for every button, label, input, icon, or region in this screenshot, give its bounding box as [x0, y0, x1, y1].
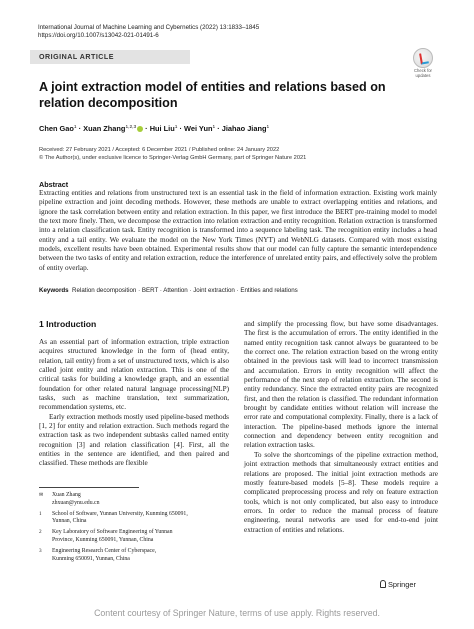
paper-title: A joint extraction model of entities and relations based on relation decomposition	[39, 80, 386, 110]
article-type-label: ORIGINAL ARTICLE	[39, 53, 114, 61]
affiliation-item: 1 School of Software, Yunnan University, Kunming 650091, Yunnan, China	[39, 510, 188, 525]
envelope-icon: ✉	[39, 492, 44, 498]
journal-citation: International Journal of Machine Learning and Cybernetics (2022) 13:1833–1845	[38, 24, 260, 31]
author[interactable]: Chen Gao$^1$	[39, 124, 77, 133]
crossmark-label: Check for updates	[414, 68, 432, 78]
footnote-divider	[39, 487, 139, 488]
publication-history	[39, 147, 439, 163]
author[interactable]: Hui Liu$^1$	[149, 124, 178, 133]
publisher-logo: Springer	[380, 580, 416, 589]
keywords-list: Relation decomposition · BERT · Attention · Joint extraction · Entities and relations	[72, 287, 298, 294]
keywords	[39, 287, 439, 294]
body-paragraph: To solve the shortcomings of the pipeline extraction method, joint extraction methods that simultaneously extract entities and relations are proposed. The initial joint extraction methods are mostly feature-based models [5–8]. These models require a complicated preprocessing process and rely on feature extraction tools, which is not only complicated, but also easy to introduce errors. In order to reduce the manual process of feature engineering, neural networks are used for end-to-end joint extraction of entities and relations.	[244, 450, 438, 534]
email-link[interactable]: zhxuan@ynu.edu.cn	[52, 499, 100, 506]
abstract-text: Extracting entities and relations from unstructured text is an essential task in the field of information extraction. Existing work mainly pipeline extraction and joint decoding methods. However, these methods are unable to extract overlapping entities and relations, and ignore the task correlation between entity and relation extraction. In this paper, we first introduce the BERT pre-training model to model the text more finely. Then, we decompose the extraction into relation extraction and entity recognition. Relation extraction is transformed into a relation classification task. Entity recognition is transformed into a sequence labeling task. The recognition entity includes a head entity and a tail entity. We evaluate the model on the New York Times (NYT) and WebNLG datasets. Compared with most existing models, excellent results have been obtained. Experimental results show that our model can fully capture the semantic interdependence between the two tasks of entity and relation extraction, reduce the interference of unrelated entity pairs, and effectively solve the problem of entity overlap.	[39, 189, 437, 272]
affiliation-item: 3 Engineering Research Center of Cyberspace, Kunming 650091, Yunnan, China	[39, 547, 157, 562]
crossmark-badge[interactable]	[409, 48, 437, 78]
section-heading: 1 Introduction	[39, 319, 97, 329]
crossmark-icon	[413, 48, 433, 68]
keywords-label: Keywords	[39, 287, 69, 294]
copyright-line: © The Author(s), under exclusive licence to Springer-Verlag GmbH Germany, part of Springer Nature 2021	[39, 154, 307, 161]
body-paragraph: As an essential part of information extraction, triple extraction acquires structured knowledge in the form of (head entity, relation, tail entity) from a set of unstructured texts, which is also called joint entity and relation extraction. This is one of the critical tasks for building a knowledge graph, and an essential foundation for other related natural language processing(NLP) tasks, such as machine translation, text summarization, recommendation systems, etc.	[39, 338, 229, 412]
body-column-right	[244, 320, 438, 535]
journal-header	[38, 24, 438, 41]
affiliation-item: 2 Key Laboratory of Software Engineering of Yunnan Province, Kunming 650091, Yunnan, China	[39, 529, 173, 543]
doi-link[interactable]: https://doi.org/10.1007/s13042-021-01491-6	[38, 32, 159, 40]
author-list: Chen Gao$^1$ · Xuan Zhang$^{1,2,3}$ · Hui Liu$^1$ · Wei Yun$^1$ · Jiahao Jiang$^1$	[39, 124, 270, 133]
affiliations	[39, 492, 229, 563]
history-dates: Received: 27 February 2021 / Accepted: 6 December 2021 / Published online: 24 January 2022	[39, 147, 280, 153]
author[interactable]: Xuan Zhang$^{1,2,3}$	[83, 124, 143, 133]
springer-horse-icon	[380, 580, 386, 588]
abstract-heading: Abstract	[39, 180, 69, 189]
body-paragraph: and simplify the processing flow, but have some disadvantages. The first is the accumulation of errors. The entity identified in the named entity recognition task cannot always be guaranteed to be the correct one. The relation extraction based on the wrong entity obtained in the previous task will lead to incorrect transmission and accumulation. Errors in entity recognition will affect the performance of the next step of relation extraction. The second is entity redundancy. Since the extracted entity pairs are recognized first, and then the relation is classified. The redundant information brought by candidate entities without relation will increase the error rate and computational complexity. Finally, there is a lack of interaction. The pipeline-based methods ignore the internal connection and dependency between entity recognition and relation extraction tasks.	[244, 320, 438, 450]
courtesy-notice: Content courtesy of Springer Nature, terms of use apply. Rights reserved.	[94, 608, 380, 618]
corresponding-author: ✉ Xuan Zhang	[39, 492, 81, 498]
body-column-left	[39, 338, 229, 469]
author[interactable]: Wei Yun$^1$	[184, 124, 216, 133]
body-paragraph: Early extraction methods mostly used pipeline-based methods [1, 2] for entity and relation extraction. Such methods regard the extraction task as two independent subtasks called named entity recognition [3] and relation classification [4]. First, all the entities in the sentence are identified, and then paired and classified. These methods are flexible	[39, 412, 229, 468]
author[interactable]: Jiahao Jiang$^1$	[221, 124, 270, 133]
